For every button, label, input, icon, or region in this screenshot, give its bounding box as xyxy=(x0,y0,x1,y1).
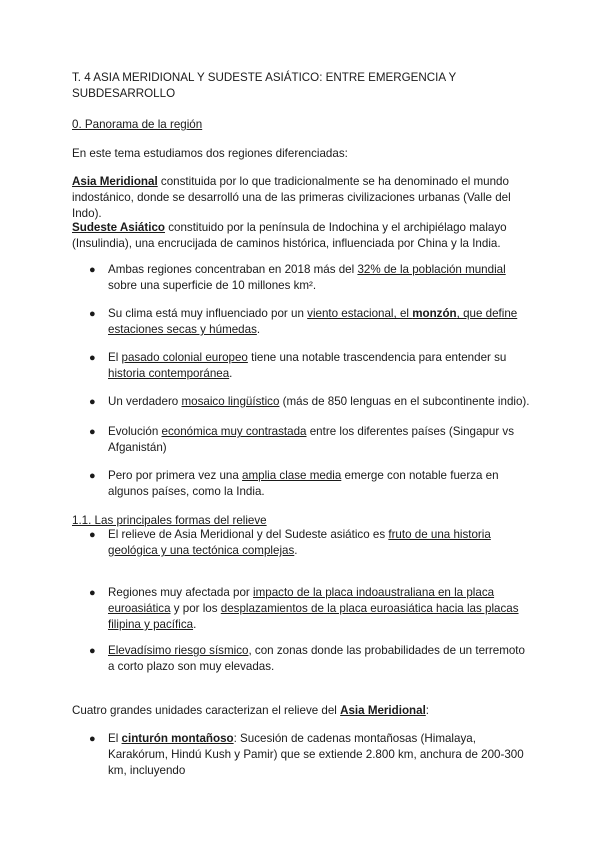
list-item: Su clima está muy influenciado por un viento estacional, el monzón, que define estaciones secas y húmedas. xyxy=(108,307,518,336)
asia-meridional-text: constituida por lo que tradicionalmente se ha denominado el mundo indostánico, donde se desarrolló una de las primeras civilizaciones urbanas (Valle del Indo). xyxy=(72,175,511,220)
sudeste-paragraph xyxy=(72,220,532,252)
bullet-dot: ● xyxy=(89,645,96,657)
list-item: Evolución económica muy contrastada entre los diferentes países (Singapur vs Afganistán) xyxy=(108,425,515,454)
sudeste-term: Sudeste Asiático xyxy=(72,221,165,234)
list-item: Regiones muy afectada por impacto de la placa indoaustraliana en la placa euroasiática y por los desplazamientos de la placa euroasiática hacia las placas filipina y pacífica. xyxy=(108,586,519,631)
section-heading-relieve: 1.1. Las principales formas del relieve xyxy=(72,514,267,527)
bullet-dot: ● xyxy=(89,352,96,364)
bullet-dot: ● xyxy=(89,264,96,276)
bullet-dot: ● xyxy=(89,426,96,438)
list-item: Un verdadero mosaico lingüístico (más de 850 lenguas en el subcontinente indio). xyxy=(108,395,530,408)
bullet-dot: ● xyxy=(89,308,96,320)
sudeste-text: constituido por la península de Indochina y el archipiélago malayo (Insulindia), una encrucijada de caminos histórica, influenciada por China y la India. xyxy=(72,221,507,250)
list-item: Ambas regiones concentraban en 2018 más del 32% de la población mundial sobre una superficie de 10 millones km². xyxy=(108,263,506,292)
asia-meridional-term: Asia Meridional xyxy=(72,175,158,188)
bullet-dot: ● xyxy=(89,529,96,541)
bullet-dot: ● xyxy=(89,733,96,745)
asia-meridional-paragraph xyxy=(72,174,532,222)
list-item: Elevadísimo riesgo sísmico, con zonas donde las probabilidades de un terremoto a corto plazo son muy elevadas. xyxy=(108,644,525,673)
intro-paragraph: En este tema estudiamos dos regiones diferenciadas: xyxy=(72,147,348,160)
bullet-dot: ● xyxy=(89,396,96,408)
bullet-dot: ● xyxy=(89,470,96,482)
list-item: El relieve de Asia Meridional y del Sudeste asiático es fruto de una historia geológica y una tectónica complejas. xyxy=(108,528,491,557)
cuatro-unidades-paragraph: Cuatro grandes unidades caracterizan el relieve del Asia Meridional: xyxy=(72,704,430,717)
document-title: T. 4 ASIA MERIDIONAL Y SUDESTE ASIÁTICO: ENTRE EMERGENCIA Y SUBDESARROLLO xyxy=(72,71,456,100)
bullet-dot: ● xyxy=(89,587,96,599)
list-item: El cinturón montañoso: Sucesión de cadenas montañosas (Himalaya, Karakórum, Hindú Kush y Pamir) que se extiende 2.800 km, anchura de 200-300 km, incluyendo xyxy=(108,732,524,777)
list-item: El pasado colonial europeo tiene una notable trascendencia para entender su historia contemporánea. xyxy=(108,351,507,380)
list-item: Pero por primera vez una amplia clase media emerge con notable fuerza en algunos países, como la India. xyxy=(108,469,499,498)
section-heading-panorama: 0. Panorama de la región xyxy=(72,118,203,131)
